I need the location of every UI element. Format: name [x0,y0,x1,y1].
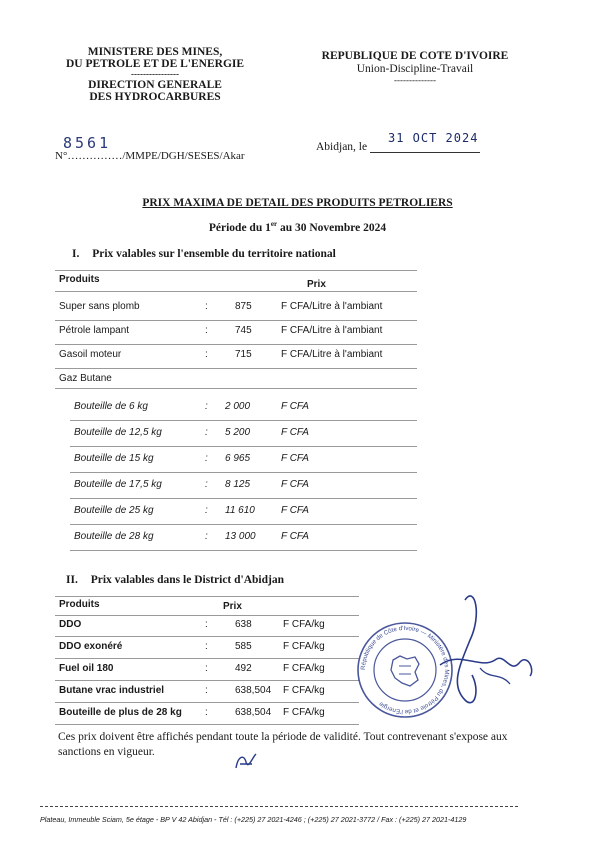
table-row [55,368,417,389]
table-row [55,682,359,703]
separator: : [205,619,208,630]
section2-title: Prix valables dans le District d'Abidjan [90,574,284,586]
validity-note: Ces prix doivent être affichés pendant toute la période de validité. Tout contrevenant s'expose aux sanctions en vigueur. [58,731,508,758]
table-row [70,500,417,525]
validity-period [0,220,595,234]
product-name: Bouteille de 28 kg [74,531,154,542]
table-row [70,526,417,551]
price-value: 875 [235,301,252,312]
separator: : [205,325,208,336]
price-unit: F CFA/kg [283,663,325,674]
ministry-name-line1: MINISTERE DES MINES, [87,46,223,58]
reference-suffix: /MMPE/DGH/SESES/Akar [122,150,245,162]
price-unit: F CFA [281,479,309,490]
price-unit: F CFA [281,531,309,542]
reference-stamp-number: 8561 [63,134,112,152]
product-name: Bouteille de 15 kg [74,453,154,464]
table2-col-products: Produits [59,599,100,610]
product-name: Fuel oil 180 [59,663,114,674]
price-value: 492 [235,663,252,674]
table-row [70,474,417,499]
separator: : [205,349,208,360]
separator: : [205,641,208,652]
table-row [70,396,417,421]
price-value: 8 125 [225,479,251,490]
period-before: Période du 1 [208,221,271,234]
price-unit: F CFA/kg [283,619,325,630]
table-row [55,704,359,725]
direction-name-line2: DES HYDROCARBURES [89,91,221,103]
table2-col-price: Prix [223,601,242,612]
price-value: 13 000 [225,531,256,542]
document-title: PRIX MAXIMA DE DETAIL DES PRODUITS PETROLIERS [142,197,453,209]
table1-col-price: Prix [307,279,326,290]
separator: : [205,453,208,464]
price-value: 2 000 [225,401,251,412]
price-value: 11 610 [225,505,255,516]
price-value: 638 [235,619,252,630]
footer-divider [40,806,518,807]
product-name: Pétrole lampant [59,325,130,336]
republic-header [300,50,530,85]
separator: : [205,479,208,490]
separator: : [205,707,208,718]
table1-col-products: Produits [59,274,100,285]
republic-name: REPUBLIQUE DE COTE D'IVOIRE [321,50,509,62]
product-name: Butane vrac industriel [59,685,165,696]
separator: : [205,685,208,696]
product-name: Bouteille de 17,5 kg [74,479,162,490]
price-unit: F CFA [281,505,309,516]
reference-prefix: N° [55,150,68,162]
product-name: DDO [59,619,82,630]
product-name: DDO exonéré [59,641,123,652]
product-name: Bouteille de plus de 28 kg [59,707,182,718]
date-label: Abidjan, le [316,141,368,153]
date-stamp: 31 OCT 2024 [387,131,479,145]
price-unit: F CFA/Litre à l'ambiant [281,301,383,312]
seal-text: République de Côte d'Ivoire — Ministère des Mines, du Pétrole et de l'Energie [359,624,451,716]
footer-address: Plateau, Immeuble Sciam, 5e étage - BP V 42 Abidjan - Tél : (+225) 27 2021-4246 ; (+225) 27 2021-3772 / Fax : (+225) 27 2021-4129 [40,815,467,824]
section2-number: II. [66,574,78,586]
reference-dots: …………… [67,150,123,162]
price-unit: F CFA [281,453,309,464]
gas-title: Gaz Butane [59,373,112,384]
republic-motto: Union-Discipline-Travail [356,63,474,75]
table-row [55,344,417,369]
separator: : [205,505,208,516]
section1-title: Prix valables sur l'ensemble du territoire national [92,248,336,260]
price-value: 745 [235,325,252,336]
section2-heading [66,574,284,586]
price-value: 5 200 [225,427,251,438]
period-sup: er [270,220,278,228]
signature [420,580,540,730]
table2-header-row [55,596,359,616]
price-value: 638,504 [235,685,272,696]
date-line [316,131,480,153]
separator: : [205,427,208,438]
price-value: 6 965 [225,453,251,464]
table-row [70,448,417,473]
price-value: 638,504 [235,707,272,718]
section1-heading [72,248,336,260]
period-after: au 30 Novembre 2024 [277,221,387,234]
price-unit: F CFA/kg [283,641,325,652]
separator: : [205,301,208,312]
separator: : [205,663,208,674]
table-row [55,296,417,321]
separator: : [205,531,208,542]
product-name: Gasoil moteur [59,349,122,360]
product-name: Bouteille de 25 kg [74,505,154,516]
ministry-header [55,46,255,103]
product-name: Super sans plomb [59,301,140,312]
separator: : [205,401,208,412]
price-unit: F CFA [281,401,309,412]
table-row [55,616,359,637]
header-separator: ---------------- [131,69,179,79]
republic-separator: -------------- [394,75,436,85]
table1-header-row [55,270,417,292]
price-value: 715 [235,349,252,360]
table-row [70,422,417,447]
price-unit: F CFA [281,427,309,438]
price-unit: F CFA/Litre à l'ambiant [281,349,383,360]
price-value: 585 [235,641,252,652]
ministry-name-line2: DU PETROLE ET DE L'ENERGIE [65,58,245,70]
table-row [55,320,417,345]
section1-number: I. [72,248,80,260]
price-unit: F CFA/kg [283,707,325,718]
price-unit: F CFA/kg [283,685,325,696]
table-row [55,638,359,659]
table-row [55,660,359,681]
initials-mark [232,750,260,774]
product-name: Bouteille de 12,5 kg [74,427,162,438]
direction-name-line1: DIRECTION GENERALE [88,79,222,91]
price-unit: F CFA/Litre à l'ambiant [281,325,383,336]
product-name: Bouteille de 6 kg [74,401,148,412]
